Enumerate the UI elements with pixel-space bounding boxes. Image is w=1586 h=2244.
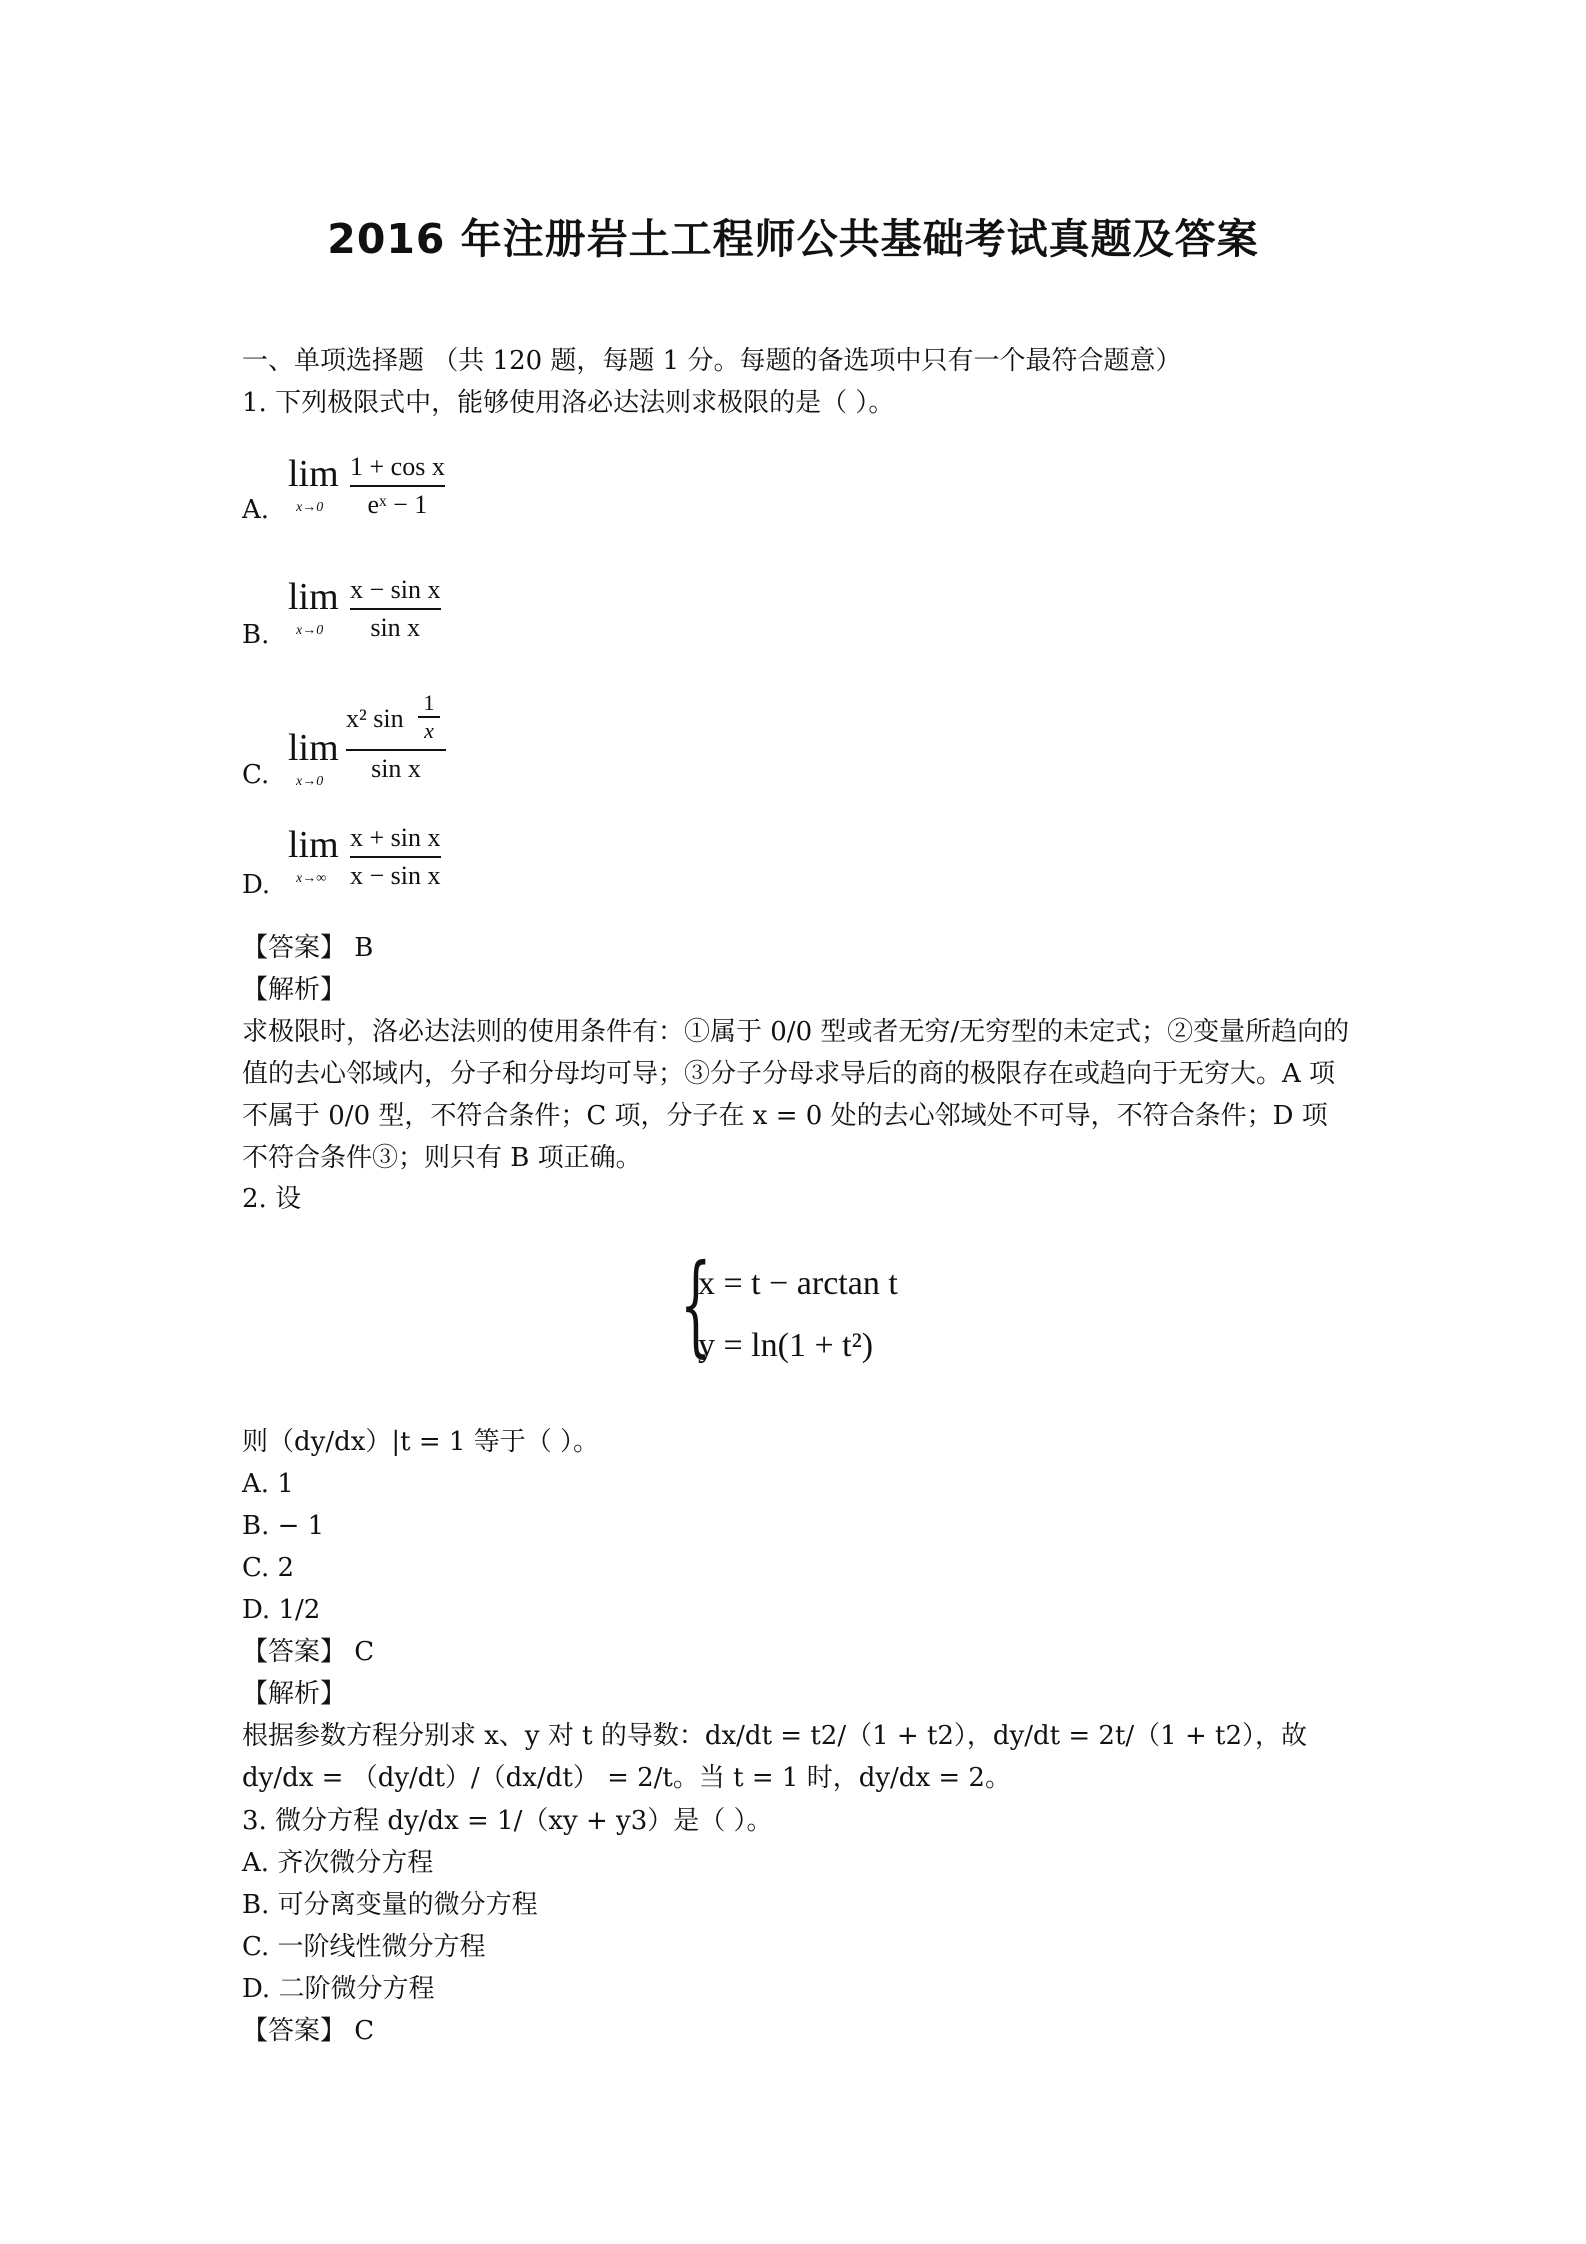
option-b-formula	[288, 575, 488, 655]
lim-operator: lim	[288, 824, 339, 866]
question-1-analysis: 求极限时，洛必达法则的使用条件有：①属于 0/0 型或者无穷/无穷型的未定式；②变量所趋向的值的去心邻域内，分子和分母均可导；③分子分母求导后的商的极限存在或趋向于无穷大。A 项不属于 0/0 型，不符合条件；C 项，分子在 x = 0 处的去心邻域处不可导，不符合条件；D 项不符合条件③；则只有 B 项正确。	[242, 1017, 1350, 1173]
option-c-formula	[288, 690, 488, 800]
fraction	[350, 823, 441, 891]
question-3-option-d: D. 二阶微分方程	[242, 1974, 435, 2004]
option-c-label: C.	[242, 760, 270, 790]
question-2-question: 则（dy/dx）|t = 1 等于（ ）。	[242, 1427, 599, 1457]
question-2-option-a: A. 1	[242, 1469, 294, 1499]
question-1-analysis-label: 【解析】	[242, 975, 347, 1005]
lim-operator: lim	[288, 727, 339, 769]
option-d-label: D.	[242, 870, 271, 900]
parametric-system	[680, 1240, 940, 1385]
option-a-label: A.	[242, 495, 270, 525]
left-brace: {	[680, 1240, 712, 1368]
fraction	[346, 690, 446, 784]
numerator: x² sin 1 x	[346, 690, 446, 746]
question-3-stem: 3. 微分方程 dy/dx = 1/（xy + y3）是（ ）。	[242, 1806, 773, 1836]
denominator: x − sin x	[350, 861, 441, 890]
question-2-answer: 【答案】 C	[242, 1637, 375, 1667]
fraction	[350, 575, 441, 643]
lim-operator: lim	[288, 576, 339, 618]
option-b-label: B.	[242, 620, 270, 650]
question-2-option-d: D. 1/2	[242, 1595, 321, 1625]
question-3-option-c: C. 一阶线性微分方程	[242, 1932, 486, 1962]
numerator: x + sin x	[350, 823, 441, 852]
lim-subscript: x→0	[296, 500, 324, 515]
lim-subscript: x→0	[296, 774, 324, 789]
question-1-answer: 【答案】 B	[242, 933, 374, 963]
lim-subscript: x→∞	[296, 871, 327, 886]
lim-operator: lim	[288, 453, 339, 495]
question-2-option-c: C. 2	[242, 1553, 295, 1583]
question-3-answer: 【答案】 C	[242, 2016, 375, 2046]
question-1-stem: 1. 下列极限式中，能够使用洛必达法则求极限的是（ ）。	[242, 388, 895, 418]
question-3-option-a: A. 齐次微分方程	[242, 1848, 434, 1878]
denominator: eˣ − 1	[367, 490, 428, 519]
question-3-option-b: B. 可分离变量的微分方程	[242, 1890, 538, 1920]
option-d-formula	[288, 823, 488, 903]
fraction	[350, 452, 445, 520]
system-line-1: x = t − arctan t	[698, 1265, 898, 1302]
document-title: 2016 年注册岩土工程师公共基础考试真题及答案	[327, 215, 1259, 263]
lim-subscript: x→0	[296, 623, 324, 638]
numerator: x − sin x	[350, 575, 441, 604]
question-2-analysis: 根据参数方程分别求 x、y 对 t 的导数：dx/dt = t2/（1 + t2），dy/dt = 2t/（1 + t2），故 dy/dx = （dy/dt）/（dx/dt） = 2/t。当 t = 1 时，dy/dx = 2。	[242, 1721, 1308, 1793]
section-heading: 一、单项选择题 （共 120 题，每题 1 分。每题的备选项中只有一个最符合题意）	[242, 346, 1182, 376]
option-a-formula	[288, 452, 488, 532]
denominator: sin x	[370, 613, 421, 642]
system-line-2: y = ln(1 + t²)	[698, 1327, 874, 1364]
question-2-stem: 2. 设	[242, 1184, 302, 1214]
denominator: sin x	[371, 754, 421, 783]
question-2-analysis-label: 【解析】	[242, 1679, 347, 1709]
question-2-option-b: B. − 1	[242, 1511, 325, 1541]
numerator: 1 + cos x	[350, 452, 445, 481]
